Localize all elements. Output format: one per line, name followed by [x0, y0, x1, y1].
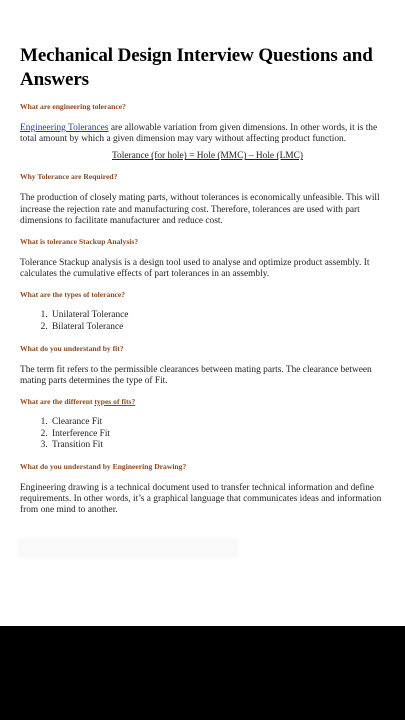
question-fit: What do you understand by fit?: [20, 343, 124, 353]
question-types-of-fits: [20, 397, 395, 407]
tolerance-formula: [20, 151, 395, 162]
list-item: 2. Interference Fit: [50, 429, 395, 441]
question-why-tolerance: Why Tolerance are Required?: [20, 172, 118, 182]
tolerance-types-list: [20, 310, 395, 333]
engineering-tolerances-link[interactable]: Engineering Tolerances: [20, 123, 109, 133]
fit-types-list: [20, 417, 395, 452]
tolerance-formula-text: Tolerance (for hole) = Hole (MMC) – Hole (LMC): [111, 151, 304, 162]
answer-engineering-tolerance: [20, 123, 395, 145]
question-types-of-tolerance: What are the types of tolerance?: [20, 290, 126, 300]
answer-engineering-tolerance-text: are allowable variation from given dimensions. In other words, it is the total amount by which a given dimension may vary without affecting product function.: [20, 123, 378, 145]
list-item: 1. Unilateral Tolerance: [50, 310, 395, 322]
list-item: 3. Transition Fit: [50, 440, 395, 452]
question-engineering-tolerance: What are engineering tolerance?: [20, 102, 126, 111]
answer-engineering-drawing: Engineering drawing is a technical document used to transfer technical information and define requirements. In other words, it’s a graphical language that communicates ideas and information from one mind to another.: [20, 482, 382, 516]
faded-text-overlay: [18, 538, 238, 558]
question-types-of-fits-prefix: What are the different: [20, 397, 95, 407]
answer-why-tolerance: The production of closely mating parts, without tolerances is economically unfeasible. This will increase the rejection rate and manufacturing cost. Therefore, tolerances are used with part dimensions to facilitate manufacturer and reduce cost.: [20, 193, 380, 226]
answer-fit: The term fit refers to the permissible clearances between mating parts. The clearance between mating parts determines the type of Fit.: [20, 364, 372, 386]
list-item: 1. Clearance Fit: [50, 417, 395, 429]
types-of-fits-link[interactable]: types of fits?: [94, 397, 136, 407]
page-title: Mechanical Design Interview Questions and Answers: [20, 45, 373, 90]
document-content: [20, 44, 395, 516]
list-item: 2. Bilateral Tolerance: [50, 322, 395, 334]
question-stackup-analysis: What is tolerance Stackup Analysis?: [20, 237, 139, 247]
answer-stackup-analysis: Tolerance Stackup analysis is a design tool used to analyse and optimize product assembly. It calculates the cumulative effects of part tolerances in an assembly.: [20, 258, 370, 280]
question-engineering-drawing: What do you understand by Engineering Drawing?: [20, 461, 187, 471]
